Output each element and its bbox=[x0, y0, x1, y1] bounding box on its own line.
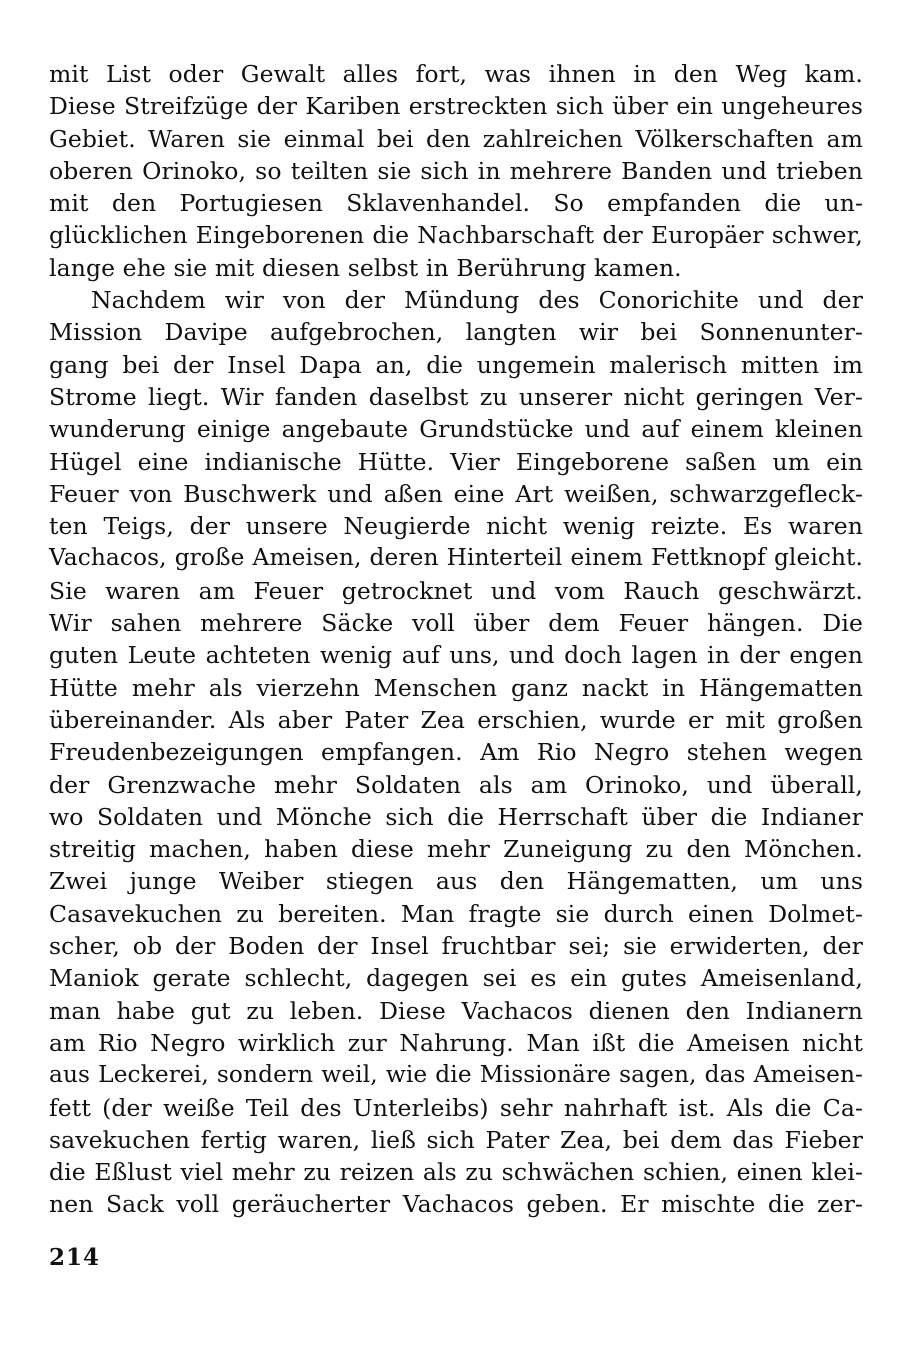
text-line: man habe gut zu leben. Diese Vachacos dienen den Indianern bbox=[49, 996, 863, 1025]
text-line: Gebiet. Waren sie einmal bei den zahlreichen Völkerschaften am bbox=[49, 124, 863, 153]
text-line: Strome liegt. Wir fanden daselbst zu unserer nicht geringen Ver- bbox=[49, 382, 863, 411]
text-line: mit den Portugiesen Sklavenhandel. So empfanden die un- bbox=[49, 189, 863, 218]
text-line: savekuchen fertig waren, ließ sich Pater Zea, bei dem das Fieber bbox=[49, 1125, 863, 1154]
text-line: gang bei der Insel Dapa an, die ungemein malerisch mitten im bbox=[49, 350, 863, 379]
text-line: Casavekuchen zu bereiten. Man fragte sie durch einen Dolmet- bbox=[49, 899, 863, 928]
paragraph bbox=[49, 58, 863, 284]
text-line: ten Teigs, der unsere Neugierde nicht wenig reizte. Es waren bbox=[49, 512, 863, 541]
text-line: Freudenbezeigungen empfangen. Am Rio Negro stehen wegen bbox=[49, 738, 863, 767]
text-line: Zwei junge Weiber stiegen aus den Hängematten, um uns bbox=[49, 867, 863, 896]
page-number: 214 bbox=[49, 1244, 101, 1271]
text-line: mit List oder Gewalt alles fort, was ihnen in den Weg kam. bbox=[49, 60, 863, 88]
text-line: Diese Streifzüge der Kariben erstreckten sich über ein ungeheures bbox=[49, 92, 863, 121]
text-line: übereinander. Als aber Pater Zea erschien, wurde er mit großen bbox=[49, 705, 863, 734]
text-line: Vachacos, große Ameisen, deren Hinterteil einem Fettknopf gleicht. bbox=[49, 544, 863, 572]
text-line: Nachdem wir von der Mündung des Conorichite und der bbox=[91, 286, 863, 315]
paragraph bbox=[49, 284, 863, 1221]
text-line: nen Sack voll geräucherter Vachacos geben. Er mischte die zer- bbox=[49, 1190, 863, 1219]
text-line: oberen Orinoko, so teilten sie sich in mehrere Banden und trieben bbox=[49, 156, 863, 185]
text-line: Hügel eine indianische Hütte. Vier Eingeborene saßen um ein bbox=[49, 447, 863, 476]
text-line: guten Leute achteten wenig auf uns, und doch lagen in der engen bbox=[49, 641, 863, 670]
text-line: am Rio Negro wirklich zur Nahrung. Man ißt die Ameisen nicht bbox=[49, 1028, 863, 1057]
text-line: lange ehe sie mit diesen selbst in Berührung kamen. bbox=[49, 253, 682, 282]
text-line: wunderung einige angebaute Grundstücke und auf einem kleinen bbox=[49, 415, 863, 444]
text-line: glücklichen Eingeborenen die Nachbarschaft der Europäer schwer, bbox=[49, 221, 863, 250]
text-line: Mission Davipe aufgebrochen, langten wir bei Sonnenunter- bbox=[49, 318, 863, 347]
body-text bbox=[49, 58, 863, 1221]
text-line: die Eßlust viel mehr zu reizen als zu schwächen schien, einen klei- bbox=[49, 1158, 863, 1187]
text-line: streitig machen, haben diese mehr Zuneigung zu den Mönchen. bbox=[49, 835, 863, 864]
text-line: der Grenzwache mehr Soldaten als am Orinoko, und überall, bbox=[49, 770, 863, 799]
text-line: Wir sahen mehrere Säcke voll über dem Feuer hängen. Die bbox=[49, 609, 863, 638]
text-line: Hütte mehr als vierzehn Menschen ganz nackt in Hängematten bbox=[49, 673, 863, 702]
text-line: scher, ob der Boden der Insel fruchtbar sei; sie erwiderten, der bbox=[49, 932, 863, 961]
text-line: aus Leckerei, sondern weil, wie die Missionäre sagen, das Ameisen- bbox=[49, 1061, 863, 1089]
text-line: wo Soldaten und Mönche sich die Herrschaft über die Indianer bbox=[49, 802, 863, 831]
text-line: fett (der weiße Teil des Unterleibs) sehr nahrhaft ist. Als die Ca- bbox=[49, 1093, 863, 1122]
text-line: Maniok gerate schlecht, dagegen sei es ein gutes Ameisenland, bbox=[49, 964, 863, 993]
text-line: Sie waren am Feuer getrocknet und vom Rauch geschwärzt. bbox=[49, 576, 863, 605]
text-line: Feuer von Buschwerk und aßen eine Art weißen, schwarzgefleck- bbox=[49, 479, 863, 508]
